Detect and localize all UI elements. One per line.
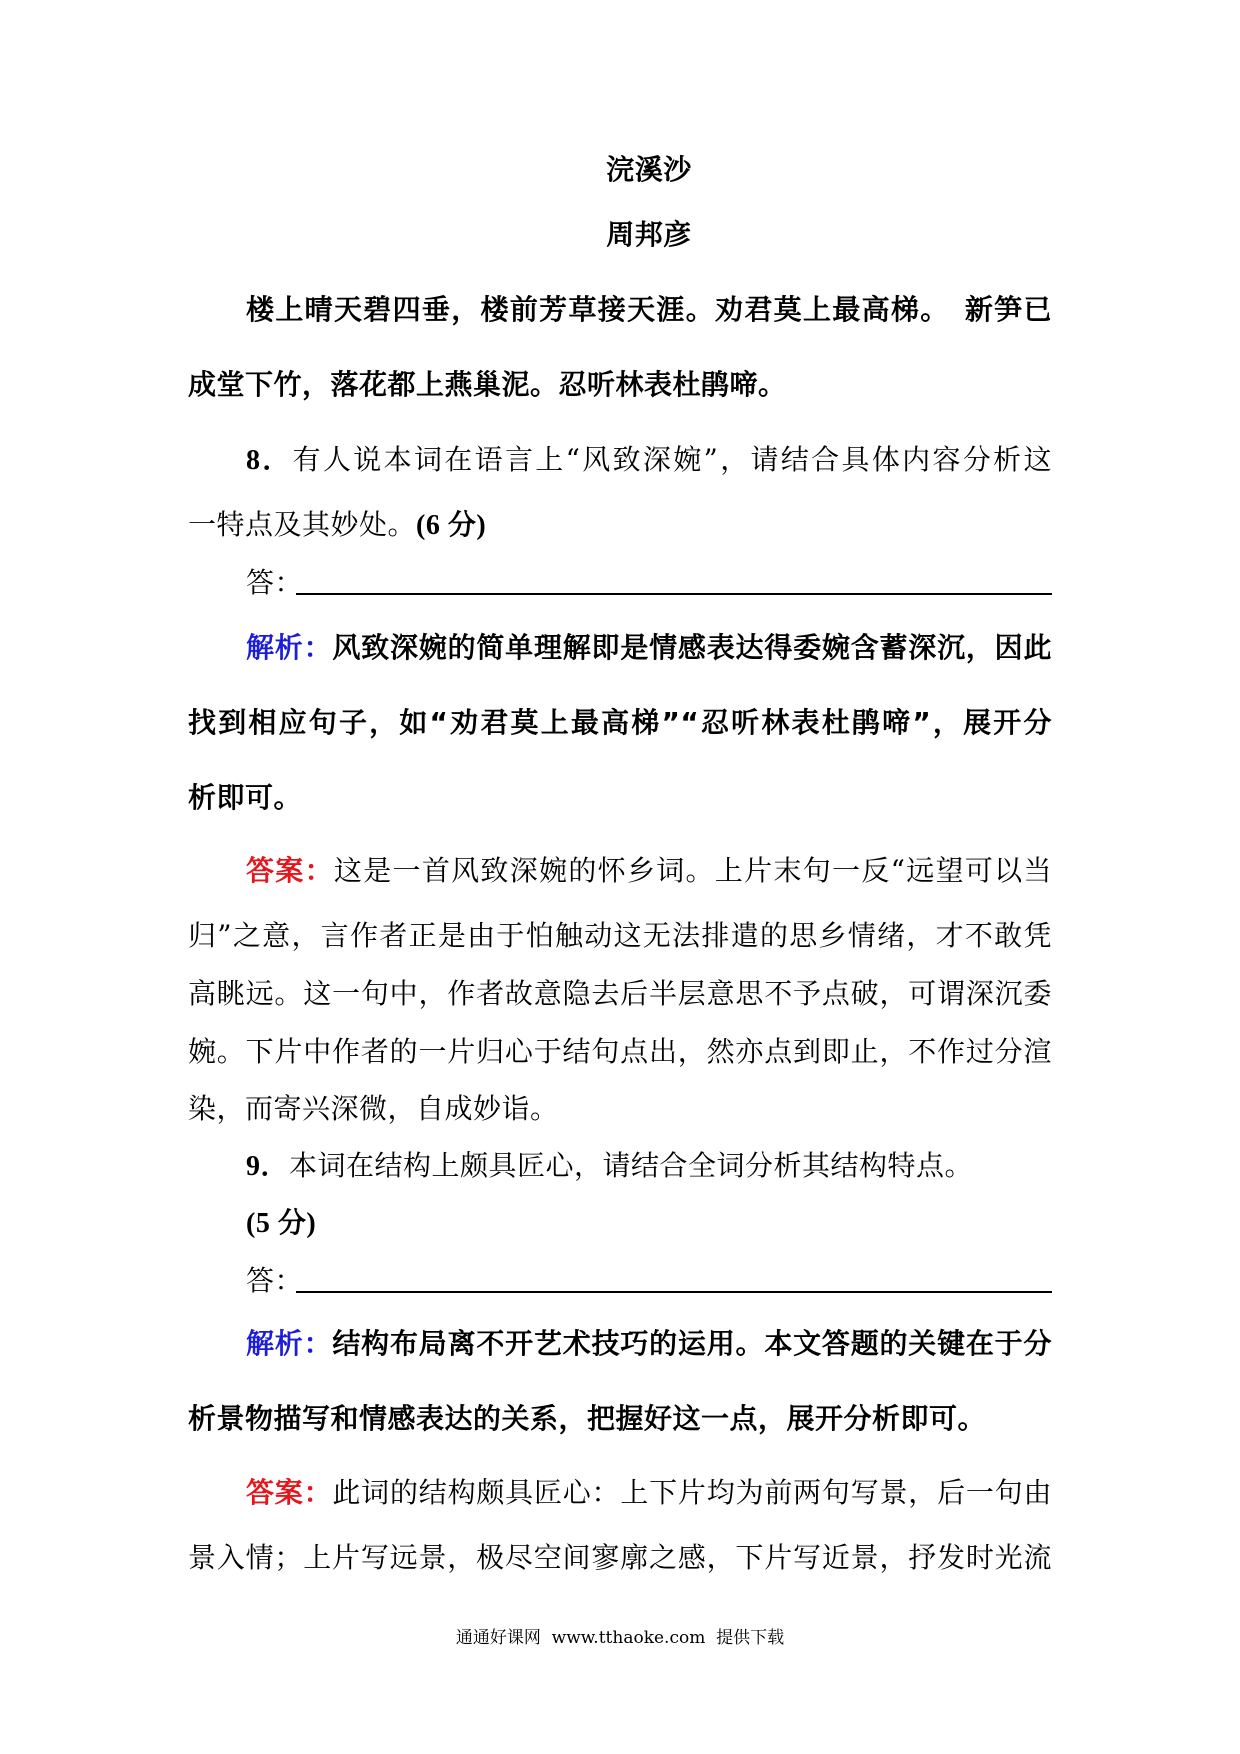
- poem-line: 楼上晴天碧四垂，楼前芳草接天涯。劝君莫上最高梯。 新笋已: [246, 293, 1052, 326]
- question-text: 一特点及其妙处。: [188, 508, 417, 541]
- analysis-line: [246, 1324, 1052, 1364]
- key-label: 答案：: [246, 1476, 333, 1509]
- analysis-label: 解析：: [246, 1327, 333, 1360]
- key-line: 婉。下片中作者的一片归心于结句点出，然亦点到即止，不作过分渲: [188, 1035, 1052, 1068]
- answer-blank-line: [296, 1291, 1052, 1293]
- question-text: 本词在结构上颇具匠心，请结合全词分析其结构特点。: [289, 1149, 974, 1182]
- poem-line: 成堂下竹，落花都上燕巢泥。忍听林表杜鹃啼。: [188, 368, 787, 401]
- key-line: 归”之意，言作者正是由于怕触动这无法排遣的思乡情绪，才不敢凭: [188, 919, 1052, 952]
- answer-row: [246, 563, 1052, 603]
- answer-label: 答：: [246, 566, 304, 599]
- question-score: (6 分): [416, 510, 487, 541]
- analysis-line: 找到相应句子，如“劝君莫上最高梯”“忍听林表杜鹃啼”，展开分: [188, 706, 1052, 739]
- key-line: [246, 851, 1052, 891]
- analysis-line: 析即可。: [188, 781, 303, 814]
- analysis-text: 风致深婉的简单理解即是情感表达得委婉含蓄深沉，因此: [332, 631, 1052, 664]
- key-line: 景入情；上片写远景，极尽空间寥廓之感，下片写近景，抒发时光流: [188, 1541, 1052, 1574]
- question-line: [246, 1203, 1052, 1243]
- key-line: 染，而寄兴深微，自成妙诣。: [188, 1092, 559, 1125]
- key-text: 此词的结构颇具匠心：上下片均为前两句写景，后一句由: [332, 1476, 1052, 1509]
- analysis-text: 结构布局离不开艺术技巧的运用。本文答题的关键在于分: [332, 1327, 1052, 1360]
- answer-blank-line: [296, 593, 1052, 595]
- poem-title: 浣溪沙: [606, 153, 692, 186]
- question-line: [246, 440, 1052, 480]
- analysis-label: 解析：: [246, 631, 333, 664]
- analysis-line: 析景物描写和情感表达的关系，把握好这一点，展开分析即可。: [188, 1402, 987, 1435]
- question-number: 9．: [246, 1151, 290, 1182]
- poem-author: 周邦彦: [606, 218, 692, 251]
- key-label: 答案：: [246, 854, 334, 887]
- key-line: [246, 1473, 1052, 1513]
- question-line: [246, 1146, 1052, 1186]
- question-score: (5 分): [246, 1208, 317, 1239]
- analysis-line: [246, 628, 1052, 668]
- answer-label: 答：: [246, 1264, 304, 1297]
- key-line: 高眺远。这一句中，作者故意隐去后半层意思不予点破，可谓深沉委: [188, 977, 1052, 1010]
- question-line: [188, 505, 1052, 545]
- footer-text: 通通好课网 www.tthaoke.com 提供下载: [455, 1628, 785, 1648]
- question-number: 8．: [246, 445, 293, 476]
- key-text: 这是一首风致深婉的怀乡词。上片末句一反“远望可以当: [333, 854, 1052, 887]
- question-text: 有人说本词在语言上“风致深婉”，请结合具体内容分析这: [292, 443, 1052, 476]
- answer-row: [246, 1261, 1052, 1301]
